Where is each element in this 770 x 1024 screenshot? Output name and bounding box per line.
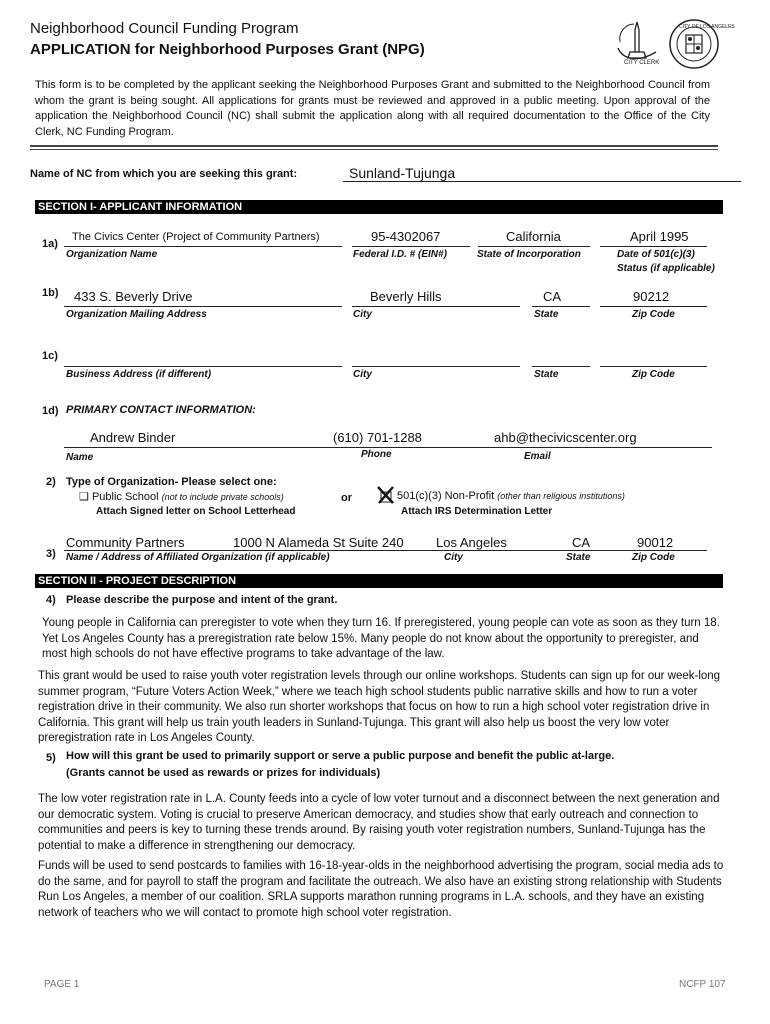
contact-email-label: Email — [524, 451, 551, 462]
business-zip-label: Zip Code — [632, 369, 675, 380]
contact-email-field[interactable]: ahb@thecivicscenter.org — [494, 430, 637, 445]
zip-label: Zip Code — [632, 309, 675, 320]
affiliated-state-label: State — [566, 552, 591, 563]
q1d-number: 1d) — [42, 405, 59, 417]
nonprofit-option — [397, 490, 625, 502]
state-incorporation-field[interactable]: California — [506, 229, 561, 244]
date-501c3-line — [600, 246, 707, 247]
affiliated-state-field[interactable]: CA — [572, 535, 591, 550]
intro-text: This form is to be completed by the applicant seeking the Neighborhood Purposes Grant and submitted to the Neighborhood Council from whom the grant is being sought. All applications for grants must be reviewed and approved in a public meeting. Upon approval of the application the Neighborhood Council (NC) shall submit the application along with all required documentation to the Office of the City Clerk, NC Funding Program. — [35, 79, 710, 138]
q4-question: Please describe the purpose and intent of the grant. — [66, 594, 338, 606]
org-name-line — [64, 246, 342, 247]
city-clerk-logo — [612, 18, 662, 66]
state-incorporation-line — [478, 246, 590, 247]
business-state-label: State — [534, 369, 559, 380]
q1a-number: 1a) — [42, 238, 58, 250]
city-clerk-logo-text: CITY CLERK — [624, 60, 660, 66]
answer-paragraph-2: This grant would be used to raise youth voter registration levels through our online workshops. Students can sign up for our week-long summer program, “Future Voters Action Week,” where we teach high school students public narrative skills and how to run a voter registration drive in their community. We also run shorter workshops that focus on how to run a high school voter registration drive in California. This grant will help us train youth leaders in Sunland-Tujunga. This grant will also help us boost the very low voter preregistration rate in Los Angeles County. — [38, 670, 721, 744]
q1b-number: 1b) — [42, 287, 59, 299]
form-code: NCFP 107 — [679, 979, 726, 990]
contact-name-field[interactable]: Andrew Binder — [90, 430, 176, 445]
q3-number: 3) — [46, 548, 56, 560]
business-state-field[interactable] — [532, 366, 590, 367]
form-title: APPLICATION for Neighborhood Purposes Grant (NPG) — [30, 41, 425, 58]
zip-field[interactable]: 90212 — [633, 289, 670, 304]
public-school-label: Public School — [91, 491, 159, 503]
program-title: Neighborhood Council Funding Program — [30, 20, 299, 37]
primary-contact-title: PRIMARY CONTACT INFORMATION: — [66, 404, 256, 416]
contact-name-label: Name — [66, 452, 94, 463]
mailing-address-line — [64, 306, 342, 307]
public-school-note: (not to include private schools) — [161, 492, 284, 502]
affiliated-zip-field[interactable]: 90012 — [637, 535, 674, 550]
q4-number: 4) — [46, 594, 56, 606]
zip-line — [600, 306, 707, 307]
nonprofit-attach: Attach IRS Determination Letter — [401, 506, 553, 517]
ein-label: Federal I.D. # (EIN#) — [353, 249, 447, 260]
org-type-title: Type of Organization- Please select one: — [66, 476, 277, 488]
divider — [30, 145, 718, 147]
ein-field[interactable]: 95-4302067 — [371, 229, 441, 244]
contact-phone-label: Phone — [361, 449, 392, 460]
affiliated-zip-label: Zip Code — [632, 552, 675, 563]
answer-paragraph-4: Funds will be used to send postcards to families with 16-18-year-olds in the neighborhood advertising the program, social media ads to do the same, and for payroll to staff the program and facilitate the outreach. We also have an existing strong relationship with Students Run Los Angeles, a member of our coalition. SRLA supports marathon running programs in L.A. schools, and they have an existing network of teachers who we will contact to promote high school voter registration. — [38, 860, 724, 919]
public-school-attach: Attach Signed letter on School Letterhead — [96, 506, 296, 517]
mailing-address-field[interactable]: 433 S. Beverly Drive — [74, 289, 193, 304]
public-school-checkbox[interactable]: ❑ — [79, 491, 89, 503]
answer-paragraph-1: Young people in California can preregister to vote when they turn 16. If preregistered, young people can vote as soon as they turn 18. Yet Los Angeles County has a preregistration rate below 15%. Many people do not know about the opportunity to preregister, and most high schools do not have effective programs to take advantage of the law. — [42, 617, 720, 660]
q1c-number: 1c) — [42, 350, 58, 362]
q2-number: 2) — [46, 476, 56, 488]
q5-question: How will this grant be used to primarily support or serve a public purpose and benefit the public at-large. — [66, 750, 615, 762]
affiliated-line — [64, 550, 707, 551]
affiliated-city-field[interactable]: Los Angeles — [436, 535, 507, 550]
business-address-label: Business Address (if different) — [66, 369, 212, 380]
section-2-header: SECTION II - PROJECT DESCRIPTION — [35, 574, 723, 588]
org-name-label: Organization Name — [66, 249, 158, 260]
section-1-header: SECTION I- APPLICANT INFORMATION — [35, 200, 723, 214]
ein-line — [352, 246, 470, 247]
affiliated-org-field[interactable]: Community Partners — [66, 535, 185, 550]
nonprofit-checkbox[interactable] — [376, 485, 396, 510]
state-label: State — [534, 309, 559, 320]
divider — [30, 149, 718, 150]
affiliated-label: Name / Address of Affiliated Organization (if applicable) — [66, 552, 330, 563]
q5-number: 5) — [46, 752, 56, 764]
affiliated-city-label: City — [444, 552, 463, 563]
city-seal-logo-text: CITY OF LOS ANGELES — [679, 24, 735, 30]
page-number: PAGE 1 — [44, 979, 80, 990]
state-line — [532, 306, 590, 307]
city-seal-logo — [668, 18, 735, 70]
answer-paragraph-3: The low voter registration rate in L.A. County feeds into a cycle of low voter turnout and a disconnect between the next generation and our democratic system. Voting is crucial to preserve American democracy, and studies show that early outreach and connection to communities and peers is key to turning these trends around. By raising youth voter registration numbers, Sunland-Tujunga has the potential to make a difference in strengthening our democracy. — [38, 793, 720, 852]
nc-name-field[interactable]: Sunland-Tujunga — [343, 165, 741, 182]
nc-label: Name of NC from which you are seeking this grant: — [30, 168, 298, 180]
city-field[interactable]: Beverly Hills — [370, 289, 442, 304]
date-501c3-label: Date of 501(c)(3) — [617, 249, 695, 260]
business-city-field[interactable] — [352, 366, 520, 367]
q5-note: (Grants cannot be used as rewards or prizes for individuals) — [66, 767, 381, 779]
nonprofit-label: 501(c)(3) Non-Profit — [397, 490, 495, 502]
public-school-option[interactable] — [79, 490, 284, 503]
date-501c3-label-2: Status (if applicable) — [617, 263, 715, 274]
contact-line — [64, 447, 712, 448]
business-zip-field[interactable] — [600, 366, 707, 367]
city-line — [352, 306, 520, 307]
nonprofit-note: (other than religious institutions) — [497, 491, 625, 501]
or-text: or — [341, 492, 352, 504]
org-name-field[interactable]: The Civics Center (Project of Community Partners) — [72, 231, 320, 243]
city-label: City — [353, 309, 372, 320]
date-501c3-field[interactable]: April 1995 — [630, 229, 689, 244]
business-city-label: City — [353, 369, 372, 380]
state-field[interactable]: CA — [543, 289, 562, 304]
mailing-address-label: Organization Mailing Address — [66, 309, 207, 320]
state-incorporation-label: State of Incorporation — [477, 249, 581, 260]
affiliated-address-field[interactable]: 1000 N Alameda St Suite 240 — [233, 535, 404, 550]
contact-phone-field[interactable]: (610) 701-1288 — [333, 430, 422, 445]
business-address-field[interactable] — [64, 366, 342, 367]
